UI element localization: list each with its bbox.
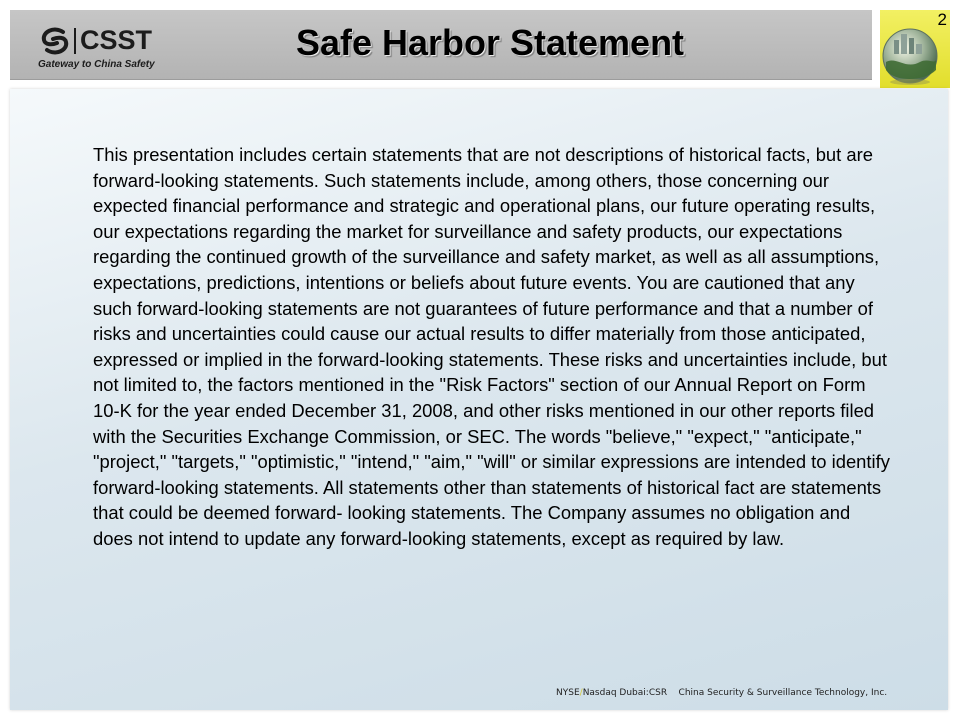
footer-exchange-separator: / [579,688,583,698]
logo-divider [74,28,76,54]
slide-title: Safe Harbor Statement [295,22,685,63]
page-number-box [880,10,950,88]
page-number: 2 [937,10,947,29]
footer-exchange-other: Nasdaq Dubai:CSR [582,688,668,698]
globe-icon [880,16,944,88]
csst-swoosh-icon [38,26,72,56]
safe-harbor-text: This presentation includes certain statements that are not descriptions of historical facts, but are forward-looking statements. Such statements include, among others, those concerning our expected financial performance and strategic and operational plans, our future operating results, our expectations regarding the market for surveillance and safety products, our expectations regarding the continued growth of the surveillance and safety market, as well as all assumptions, expectations, predictions, intentions or beliefs about future events. You are cautioned that any such forward-looking statements are not guarantees of future performance and that a number of risks and uncertainties could cause our actual results to differ materially from those anticipated, expressed or implied in the forward-looking statements. These risks and uncertainties include, but not limited to, the factors mentioned in the "Risk Factors" section of our Annual Report on Form 10-K for the year ended December 31, 2008, and other risks mentioned in our other reports filed with the Securities Exchange Commission, or SEC. The words "believe," "expect," "anticipate," "project," "targets," "optimistic," "intend," "aim," "will" or similar expressions are intended to identify forward-looking statements. All statements other than statements of historical fact are statements that could be deemed forward- looking statements. The Company assumes no obligation and does not intend to update any forward-looking statements, except as required by law. [93,144,890,549]
content-panel [10,89,948,710]
footer-company-name: China Security & Surveillance Technology, Inc. [678,688,888,698]
footer-exchange-nyse: NYSE [556,688,580,698]
csst-logo [38,26,168,76]
logo-tagline: Gateway to China Safety [38,59,155,70]
logo-text: CSST [80,25,153,55]
footer [556,688,936,702]
header-bar [10,10,872,80]
